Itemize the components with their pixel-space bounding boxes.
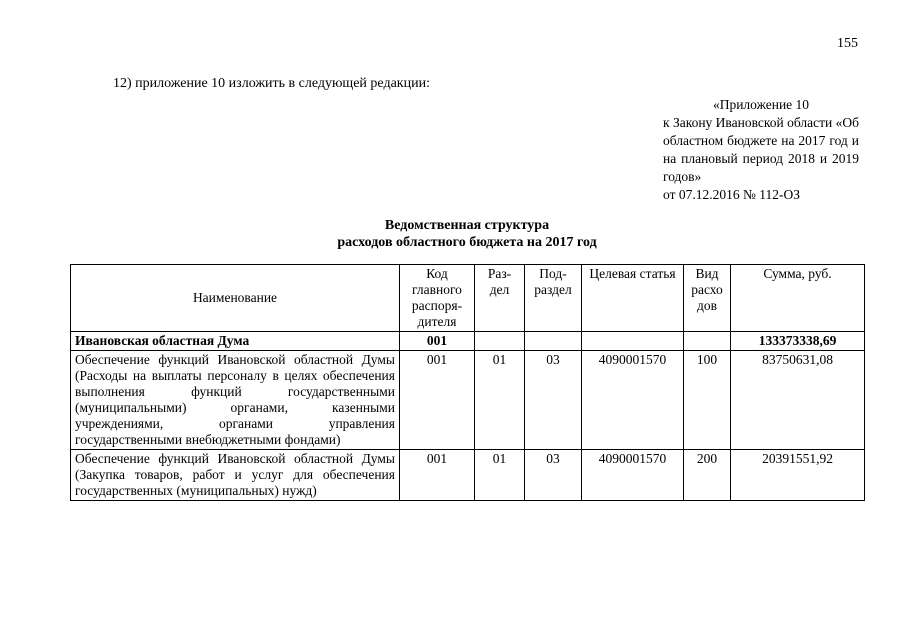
cell-amount: 20391551,92 — [731, 450, 865, 501]
header-subsection: Под-раздел — [525, 265, 582, 332]
cell-expense-type: 100 — [684, 351, 731, 450]
cell-subsection: 03 — [525, 450, 582, 501]
table-header-row — [71, 265, 865, 332]
header-expense-type: Вид расхо дов — [684, 265, 731, 332]
cell-section: 01 — [475, 450, 525, 501]
budget-table — [70, 264, 865, 501]
instruction-text: 12) приложение 10 изложить в следующей редакции: — [113, 76, 430, 91]
cell-target-article: 4090001570 — [582, 450, 684, 501]
document-title — [240, 217, 694, 251]
header-section: Раз-дел — [475, 265, 525, 332]
appendix-note — [663, 96, 859, 204]
cell-subsection: 03 — [525, 351, 582, 450]
title-line-2: расходов областного бюджета на 2017 год — [337, 235, 597, 250]
cell-amount: 83750631,08 — [731, 351, 865, 450]
header-target-article: Целевая статья — [582, 265, 684, 332]
cell-name: Обеспечение функций Ивановской областной Думы (Расходы на выплаты персоналу в целях обеспечения выполнения функций государственными (муниципальными) органами, казенными учреждениями, органами управления государственными внебюджетными фондами) — [71, 351, 400, 450]
cell-name: Ивановская областная Дума — [71, 332, 400, 351]
cell-code: 001 — [400, 351, 475, 450]
page-number: 155 — [837, 36, 858, 51]
appendix-body: к Закону Ивановской области «Об областном бюджете на 2017 год и на плановый период 2018 и 2019 годов» — [663, 115, 859, 184]
table-row — [71, 450, 865, 501]
cell-code: 001 — [400, 450, 475, 501]
appendix-date: от 07.12.2016 № 112-ОЗ — [663, 187, 800, 202]
cell-target-article: 4090001570 — [582, 351, 684, 450]
cell-expense-type: 200 — [684, 450, 731, 501]
cell-code: 001 — [400, 332, 475, 351]
cell-subsection — [525, 332, 582, 351]
table-row — [71, 351, 865, 450]
title-line-1: Ведомственная структура — [384, 218, 550, 233]
header-name: Наименование — [71, 265, 400, 332]
header-code: Код главного распоря-дителя — [400, 265, 475, 332]
cell-expense-type — [684, 332, 731, 351]
cell-section — [475, 332, 525, 351]
cell-target-article — [582, 332, 684, 351]
header-amount: Сумма, руб. — [731, 265, 865, 332]
appendix-title: «Приложение 10 — [712, 97, 810, 112]
table-row — [71, 332, 865, 351]
cell-section: 01 — [475, 351, 525, 450]
cell-amount: 133373338,69 — [731, 332, 865, 351]
cell-name: Обеспечение функций Ивановской областной Думы (Закупка товаров, работ и услуг для обеспечения государственных (муниципальных) нужд) — [71, 450, 400, 501]
